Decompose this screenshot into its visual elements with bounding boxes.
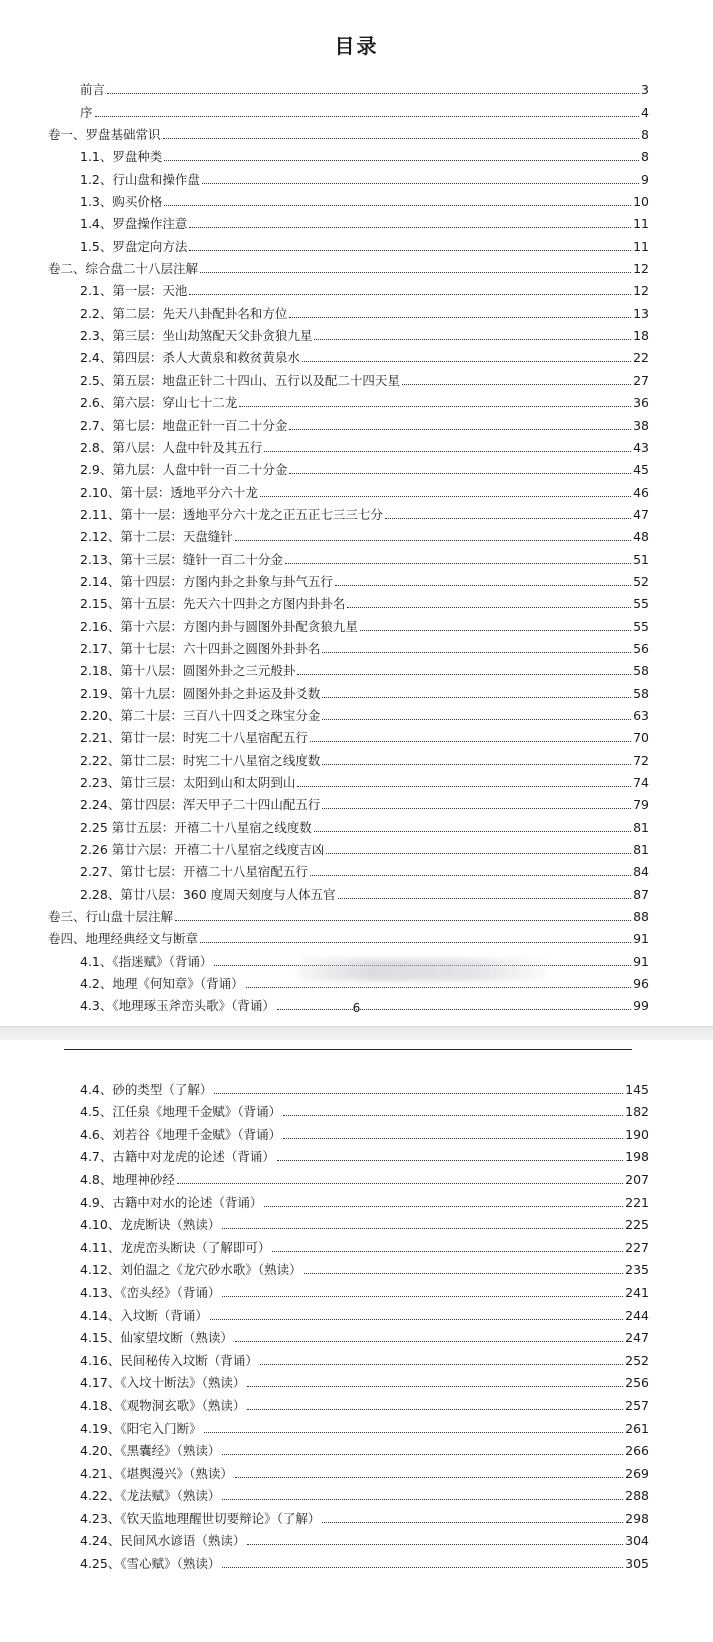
toc-dot-leader: [322, 697, 631, 698]
toc-dot-leader: [222, 1296, 623, 1297]
toc-dot-leader: [322, 719, 631, 720]
toc-entry-label: 4.7、古籍中对龙虎的论述（背诵）: [80, 1149, 275, 1165]
toc-entry-label: 4.1、《指迷赋》（背诵）: [80, 953, 213, 969]
toc-dot-leader: [297, 786, 631, 787]
toc-dot-leader: [189, 227, 631, 228]
toc-entry-label: 4.15、仙家望坟断（熟读）: [80, 1330, 233, 1346]
toc-dot-leader: [260, 1364, 623, 1365]
toc-entry-label: 卷二、综合盘二十八层注解: [48, 261, 199, 277]
toc-section-entry[interactable]: [0, 791, 713, 813]
toc-section-entry[interactable]: [0, 1256, 713, 1279]
toc-entry-page-number: 247: [625, 1330, 649, 1346]
toc-section-entry[interactable]: [0, 232, 713, 254]
toc-dot-leader: [235, 1477, 623, 1478]
toc-dot-leader: [310, 875, 631, 876]
toc-entry-page-number: 43: [633, 439, 649, 455]
toc-entry-label: 2.6、第六层：穿山七十二龙: [80, 395, 238, 411]
toc-entry-page-number: 298: [625, 1510, 649, 1526]
toc-section-entry[interactable]: [0, 545, 713, 567]
toc-entry-page-number: 11: [633, 216, 649, 232]
toc-entry-page-number: 241: [625, 1284, 649, 1300]
toc-section-entry[interactable]: [0, 1391, 713, 1414]
toc-entry-label: 4.10、龙虎断诀（熟读）: [80, 1217, 221, 1233]
toc-entry-page-number: 58: [633, 685, 649, 701]
toc-dot-leader: [164, 160, 639, 161]
toc-dot-leader: [289, 473, 631, 474]
toc-section-entry[interactable]: [0, 1075, 713, 1098]
toc-entry-page-number: 55: [633, 618, 649, 634]
toc-dot-leader: [200, 272, 631, 273]
toc-section-entry[interactable]: [0, 679, 713, 701]
toc-dot-leader: [302, 361, 631, 362]
toc-entry-label: 4.17、《入坟十断法》（熟读）: [80, 1375, 246, 1391]
toc-entry-label: 2.20、第二十层：三百八十四爻之珠宝分金: [80, 707, 321, 723]
toc-entry-label: 2.5、第五层：地盘正针二十四山、五行以及配二十四天星: [80, 372, 400, 388]
toc-entry-label: 2.21、第廿一层：时宪二十八星宿配五行: [80, 730, 308, 746]
toc-entry-page-number: 22: [633, 350, 649, 366]
toc-section-entry[interactable]: [0, 635, 713, 657]
toc-section-entry[interactable]: [0, 344, 713, 366]
toc-dot-leader: [239, 406, 631, 407]
toc-entry-label: 2.4、第四层：杀人大黄泉和救贫黄泉水: [80, 350, 300, 366]
toc-section-entry[interactable]: [0, 1143, 713, 1166]
toc-dot-leader: [314, 339, 631, 340]
toc-entry-page-number: 81: [633, 842, 649, 858]
toc-entry-label: 2.12、第十二层：天盘缝针: [80, 529, 233, 545]
toc-entry-label: 2.10、第十层：透地平分六十龙: [80, 484, 258, 500]
toc-section-entry[interactable]: [0, 858, 713, 880]
toc-dot-leader: [335, 585, 631, 586]
toc-entry-label: 4.9、古籍中对水的论述（背诵）: [80, 1194, 263, 1210]
toc-dot-leader: [264, 1206, 623, 1207]
toc-entry-page-number: 256: [625, 1375, 649, 1391]
toc-entry-page-number: 81: [633, 819, 649, 835]
toc-entry-page-number: 266: [625, 1443, 649, 1459]
toc-entry-page-number: 56: [633, 640, 649, 656]
toc-section-entry[interactable]: [0, 188, 713, 210]
toc-entry-label: 2.8、第八层：人盘中针及其五行: [80, 439, 263, 455]
toc-entry-label: 2.25 第廿五层：开禧二十八星宿之线度数: [80, 819, 312, 835]
toc-entry-page-number: 79: [633, 797, 649, 813]
toc-section-entry[interactable]: [0, 1504, 713, 1527]
toc-entry-page-number: 198: [625, 1149, 649, 1165]
toc-entry-page-number: 91: [633, 931, 649, 947]
toc-entry-page-number: 51: [633, 551, 649, 567]
toc-chapter-entry[interactable]: [0, 925, 713, 947]
toc-entry-label: 4.5、江任泉《地理千金赋》（背诵）: [80, 1104, 282, 1120]
toc-dot-leader: [402, 384, 631, 385]
toc-section-entry[interactable]: [0, 1549, 713, 1572]
toc-entry-page-number: 84: [633, 864, 649, 880]
toc-entry-label: 4.4、砂的类型（了解）: [80, 1081, 213, 1097]
toc-entry-page-number: 96: [633, 976, 649, 992]
toc-chapter-entry[interactable]: [0, 121, 713, 143]
toc-entry-page-number: 52: [633, 573, 649, 589]
toc-entry-page-number: 288: [625, 1488, 649, 1504]
toc-section-entry[interactable]: [0, 210, 713, 232]
toc-entry-label: 1.5、罗盘定向方法: [80, 238, 188, 254]
toc-entry-page-number: 235: [625, 1262, 649, 1278]
toc-section-entry[interactable]: [0, 456, 713, 478]
toc-entry-page-number: 74: [633, 775, 649, 790]
toc-entry-page-number: 8: [641, 149, 649, 165]
toc-entry-page-number: 48: [633, 529, 649, 545]
toc-section-entry[interactable]: [0, 277, 713, 299]
toc-dot-leader: [297, 674, 631, 675]
toc-section-entry[interactable]: [0, 1233, 713, 1256]
toc-section-entry[interactable]: [0, 724, 713, 746]
page-number: 6: [352, 1001, 361, 1015]
toc-section-entry[interactable]: [0, 657, 713, 679]
toc-entry-page-number: 88: [633, 909, 649, 925]
toc-section-entry[interactable]: [0, 76, 713, 98]
toc-dot-leader: [264, 451, 631, 452]
toc-entry-label: 2.11、第十一层：透地平分六十龙之正五正七三三七分: [80, 506, 383, 522]
toc-section-entry[interactable]: [0, 1120, 713, 1143]
toc-entry-label: 4.20、《黑囊经》（熟读）: [80, 1443, 221, 1459]
toc-entry-page-number: 99: [633, 998, 649, 1014]
toc-dot-leader: [247, 1544, 623, 1545]
toc-entry-page-number: 4: [641, 104, 649, 120]
toc-section-entry[interactable]: [0, 434, 713, 456]
toc-entry-label: 1.4、罗盘操作注意: [80, 216, 188, 232]
toc-section-entry[interactable]: [0, 1414, 713, 1437]
toc-section-entry[interactable]: [0, 366, 713, 388]
toc-entry-label: 4.22、《龙法赋》（熟读）: [80, 1488, 221, 1504]
toc-dot-leader: [95, 116, 640, 117]
toc-entry-page-number: 227: [625, 1239, 649, 1255]
toc-entry-label: 4.18、《观物洞玄歌》（熟读）: [80, 1397, 246, 1413]
toc-entry-page-number: 244: [625, 1307, 649, 1323]
toc-entry-label: 2.14、第十四层：方图内卦之卦象与卦气五行: [80, 573, 333, 589]
toc-dot-leader: [222, 1228, 623, 1229]
toc-section-entry[interactable]: [0, 836, 713, 858]
toc-entry-label: 2.28、第廿八层：360 度周天刻度与人体五官: [80, 886, 336, 902]
toc-dot-leader: [222, 1567, 623, 1568]
toc-entry-label: 卷一、罗盘基础常识: [48, 127, 161, 143]
toc-dot-leader: [214, 1093, 623, 1094]
toc-dot-leader: [322, 764, 631, 765]
toc-entry-label: 4.24、民间风水谚语（熟读）: [80, 1533, 246, 1549]
toc-entry-label: 1.1、罗盘种类: [80, 149, 163, 165]
toc-entry-page-number: 252: [625, 1352, 649, 1368]
toc-dot-leader: [322, 1522, 623, 1523]
toc-dot-leader: [247, 1386, 623, 1387]
toc-entry-label: 1.2、行山盘和操作盘: [80, 171, 200, 187]
toc-dot-leader: [322, 652, 631, 653]
toc-entry-label: 2.3、第三层：坐山劫煞配天父卦贪狼九星: [80, 328, 313, 344]
toc-section-entry[interactable]: [0, 590, 713, 612]
toc-dot-leader: [189, 250, 631, 251]
toc-entry-label: 4.19、《阳宅入门断》: [80, 1420, 202, 1436]
toc-entry-page-number: 27: [633, 372, 649, 388]
toc-entry-page-number: 13: [633, 305, 649, 321]
toc-section-entry[interactable]: [0, 1098, 713, 1121]
toc-section-entry[interactable]: [0, 1324, 713, 1347]
toc-entry-page-number: 18: [633, 328, 649, 344]
toc-section-entry[interactable]: [0, 746, 713, 768]
toc-entry-label: 4.3、《地理琢玉斧峦头歌》（背诵）: [80, 998, 275, 1014]
toc-dot-leader: [283, 1138, 623, 1139]
toc-dot-leader: [164, 205, 631, 206]
toc-entry-page-number: 221: [625, 1194, 649, 1210]
toc-list-page-1: [0, 76, 713, 1014]
toc-section-entry[interactable]: [0, 702, 713, 724]
toc-entry-page-number: 182: [625, 1104, 649, 1120]
toc-entry-label: 4.13、《峦头经》（背诵）: [80, 1284, 221, 1300]
toc-dot-leader: [314, 831, 631, 832]
toc-entry-page-number: 70: [633, 730, 649, 746]
toc-section-entry[interactable]: [0, 501, 713, 523]
toc-entry-label: 4.8、地理神砂经: [80, 1171, 175, 1187]
header-rule: [64, 1049, 632, 1050]
toc-chapter-entry[interactable]: [0, 255, 713, 277]
toc-entry-label: 4.6、刘若谷《地理千金赋》（背诵）: [80, 1126, 282, 1142]
toc-section-entry[interactable]: [0, 568, 713, 590]
toc-entry-page-number: 269: [625, 1465, 649, 1481]
toc-entry-label: 序: [80, 104, 93, 120]
toc-entry-page-number: 10: [633, 194, 649, 210]
toc-dot-leader: [285, 563, 631, 564]
toc-entry-page-number: 11: [633, 238, 649, 254]
toc-entry-page-number: 257: [625, 1397, 649, 1413]
toc-section-entry[interactable]: [0, 1482, 713, 1505]
toc-entry-label: 2.13、第十三层：缝针一百二十分金: [80, 551, 283, 567]
toc-entry-page-number: 12: [633, 261, 649, 277]
toc-section-entry[interactable]: [0, 880, 713, 902]
toc-dot-leader: [222, 1499, 623, 1500]
toc-section-entry[interactable]: [0, 612, 713, 634]
toc-dot-leader: [283, 1115, 623, 1116]
toc-section-entry[interactable]: [0, 769, 713, 791]
toc-entry-page-number: 12: [633, 283, 649, 299]
toc-dot-leader: [289, 317, 631, 318]
toc-chapter-entry[interactable]: [0, 903, 713, 925]
toc-section-entry[interactable]: [0, 411, 713, 433]
toc-section-entry[interactable]: [0, 1211, 713, 1234]
toc-entry-label: 2.17、第十七层：六十四卦之圆图外卦卦名: [80, 640, 321, 656]
toc-section-entry[interactable]: [0, 1369, 713, 1392]
toc-entry-page-number: 3: [641, 82, 649, 98]
toc-entry-label: 4.16、民间秘传入坟断（背诵）: [80, 1352, 258, 1368]
toc-dot-leader: [235, 1341, 623, 1342]
toc-section-entry[interactable]: [0, 1278, 713, 1301]
toc-dot-leader: [163, 138, 640, 139]
toc-entry-page-number: 36: [633, 395, 649, 411]
toc-entry-label: 4.23、《钦天监地理醒世切要辩论》（了解）: [80, 1510, 321, 1526]
toc-section-entry[interactable]: [0, 1165, 713, 1188]
toc-entry-label: 2.22、第廿二层：时宪二十八星宿之线度数: [80, 752, 321, 768]
toc-entry-label: 2.26 第廿六层：开禧二十八星宿之线度吉凶: [80, 842, 325, 858]
toc-entry-page-number: 225: [625, 1217, 649, 1233]
toc-section-entry[interactable]: [0, 523, 713, 545]
toc-section-entry[interactable]: [0, 389, 713, 411]
toc-entry-label: 2.23、第廿三层：太阳到山和太阴到山: [80, 775, 296, 790]
toc-section-entry[interactable]: [0, 322, 713, 344]
page-title: 目录: [334, 34, 379, 58]
toc-entry-label: 2.24、第廿四层：浑天甲子二十四山配五行: [80, 797, 321, 813]
toc-dot-leader: [175, 920, 631, 921]
toc-dot-leader: [289, 429, 631, 430]
toc-entry-label: 2.15、第十五层：先天六十四卦之方图内卦卦名: [80, 596, 346, 612]
toc-entry-page-number: 72: [633, 752, 649, 768]
toc-entry-page-number: 87: [633, 886, 649, 902]
toc-section-entry[interactable]: [0, 1301, 713, 1324]
watermark-overlay: [298, 959, 548, 981]
toc-section-entry[interactable]: [0, 1459, 713, 1482]
toc-entry-page-number: 47: [633, 506, 649, 522]
toc-entry-page-number: 91: [633, 953, 649, 969]
toc-dot-leader: [385, 518, 631, 519]
toc-entry-label: 4.2、地理《何知章》（背诵）: [80, 976, 244, 992]
toc-dot-leader: [304, 1273, 624, 1274]
toc-section-entry[interactable]: [0, 1346, 713, 1369]
toc-entry-page-number: 45: [633, 462, 649, 478]
toc-entry-page-number: 9: [641, 171, 649, 187]
toc-entry-page-number: 261: [625, 1420, 649, 1436]
toc-dot-leader: [204, 1432, 624, 1433]
toc-section-entry[interactable]: [0, 143, 713, 165]
toc-dot-leader: [202, 183, 639, 184]
toc-dot-leader: [177, 1183, 623, 1184]
toc-dot-leader: [246, 987, 631, 988]
toc-entry-label: 2.27、第廿七层：开禧二十八星宿配五行: [80, 864, 308, 880]
toc-section-entry[interactable]: [0, 1188, 713, 1211]
toc-entry-page-number: 305: [625, 1556, 649, 1572]
toc-entry-label: 2.18、第十八层：圆图外卦之三元般卦: [80, 663, 296, 679]
toc-entry-label: 4.12、刘伯温之《龙穴砂水歌》（熟读）: [80, 1262, 302, 1278]
toc-entry-label: 卷四、地理经典经文与断章: [48, 931, 199, 947]
toc-entry-page-number: 63: [633, 707, 649, 723]
toc-dot-leader: [277, 1160, 623, 1161]
toc-section-entry[interactable]: [0, 1527, 713, 1550]
toc-entry-label: 2.2、第二层：先天八卦配卦名和方位: [80, 305, 288, 321]
toc-dot-leader: [222, 1454, 623, 1455]
toc-entry-label: 4.21、《堪舆漫兴》（熟读）: [80, 1465, 233, 1481]
toc-entry-page-number: 145: [625, 1081, 649, 1097]
toc-entry-page-number: 38: [633, 417, 649, 433]
toc-entry-page-number: 55: [633, 596, 649, 612]
toc-entry-label: 4.14、入坟断（背诵）: [80, 1307, 208, 1323]
toc-dot-leader: [247, 1409, 623, 1410]
toc-dot-leader: [260, 496, 631, 497]
toc-entry-page-number: 304: [625, 1533, 649, 1549]
toc-section-entry[interactable]: [0, 1437, 713, 1460]
toc-dot-leader: [200, 942, 631, 943]
toc-entry-label: 4.25、《雪心赋》（熟读）: [80, 1556, 221, 1572]
toc-section-entry[interactable]: [0, 478, 713, 500]
toc-section-entry[interactable]: [0, 165, 713, 187]
toc-entry-label: 1.3、购买价格: [80, 194, 163, 210]
toc-dot-leader: [347, 607, 631, 608]
toc-dot-leader: [360, 630, 631, 631]
toc-dot-leader: [310, 741, 631, 742]
toc-dot-leader: [272, 1251, 623, 1252]
toc-entry-label: 4.11、龙虎峦头断诀（了解即可）: [80, 1239, 271, 1255]
toc-entry-label: 2.19、第十九层：圆图外卦之卦运及卦爻数: [80, 685, 321, 701]
toc-section-entry[interactable]: [0, 813, 713, 835]
toc-entry-label: 2.7、第七层：地盘正针一百二十分金: [80, 417, 288, 433]
toc-section-entry[interactable]: [0, 98, 713, 120]
toc-entry-label: 卷三、行山盘十层注解: [48, 909, 174, 925]
toc-entry-label: 前言: [80, 82, 106, 98]
page-separator: [0, 1026, 713, 1040]
toc-entry-page-number: 190: [625, 1126, 649, 1142]
toc-entry-label: 2.9、第九层：人盘中针一百二十分金: [80, 462, 288, 478]
toc-dot-leader: [326, 853, 631, 854]
toc-entry-label: 2.16、第十六层：方图内卦与圆图外卦配贪狼九星: [80, 618, 358, 634]
toc-section-entry[interactable]: [0, 299, 713, 321]
toc-dot-leader: [210, 1319, 623, 1320]
toc-dot-leader: [189, 294, 631, 295]
toc-dot-leader: [338, 898, 631, 899]
toc-dot-leader: [235, 540, 631, 541]
toc-entry-page-number: 46: [633, 484, 649, 500]
toc-list-page-2: [0, 1075, 713, 1572]
toc-entry-label: 2.1、第一层：天池: [80, 283, 188, 299]
toc-entry-page-number: 58: [633, 663, 649, 679]
toc-entry-page-number: 8: [641, 127, 649, 143]
toc-dot-leader: [107, 93, 639, 94]
toc-entry-page-number: 207: [625, 1171, 649, 1187]
toc-dot-leader: [322, 808, 631, 809]
